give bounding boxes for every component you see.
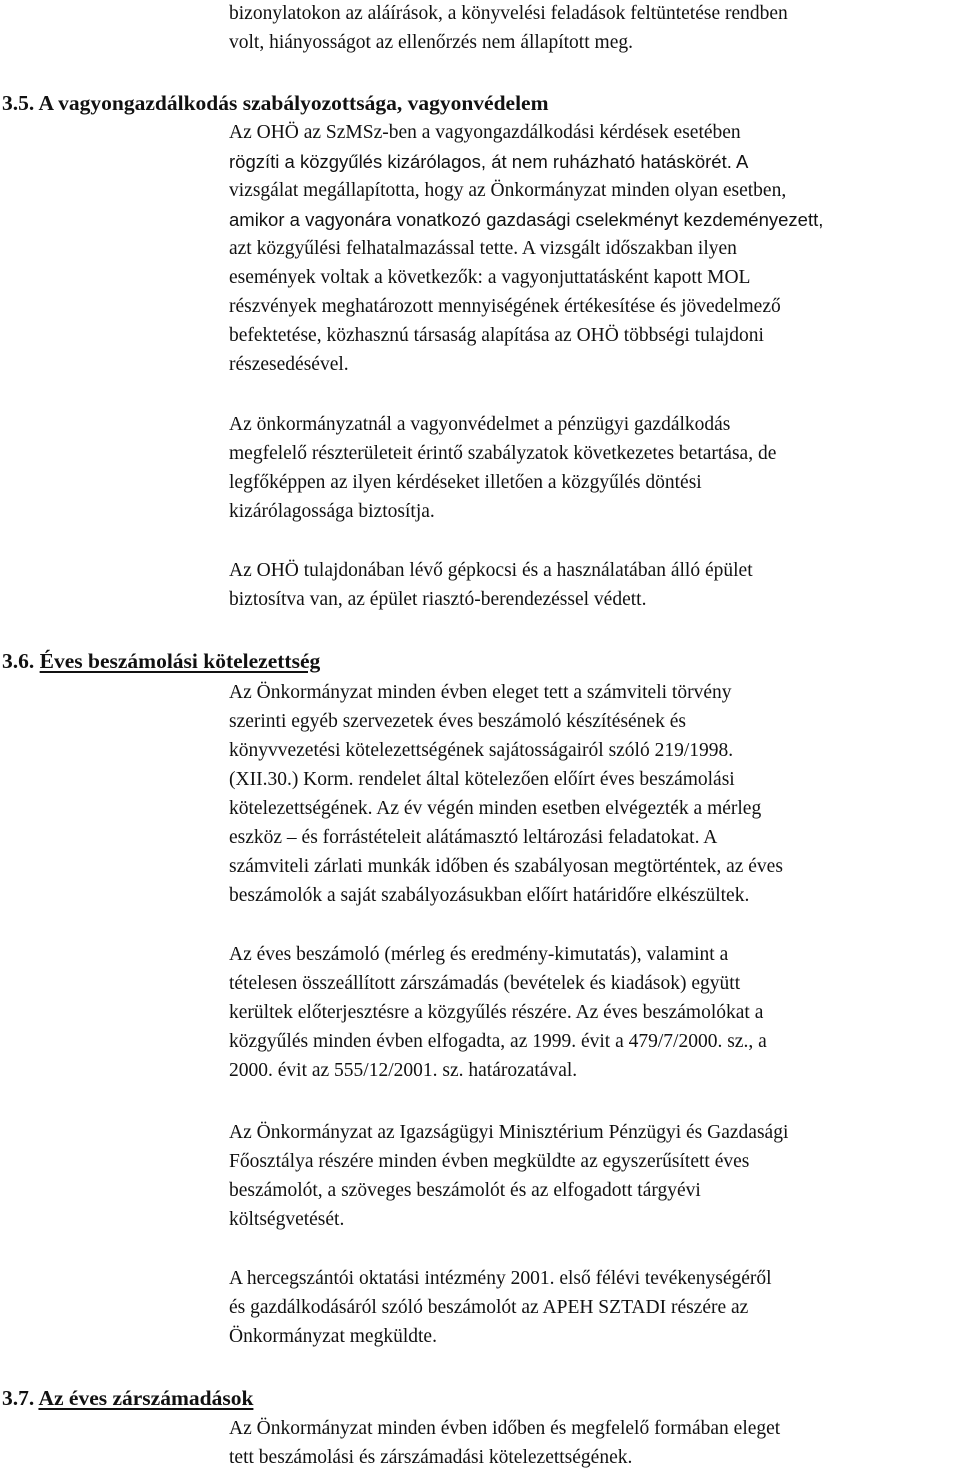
- text-line: bizonylatokon az aláírások, a könyvelési feladások feltüntetése rendben: [229, 3, 788, 24]
- text-line: rögzíti a közgyűlés kizárólagos, át nem ruházható hatáskörét. A: [229, 151, 749, 172]
- text-line: Önkormányzat megküldte.: [229, 1326, 437, 1347]
- text-line: Főosztálya részére minden évben megküldte az egyszerűsített éves: [229, 1151, 750, 1172]
- section-number: 3.7.: [2, 1386, 35, 1410]
- text-line: befektetése, közhasznú társaság alapítása az OHÖ többségi tulajdoni: [229, 325, 764, 346]
- text-line: beszámolók a saját szabályozásukban előírt határidőre elkészültek.: [229, 885, 750, 906]
- text-line: és gazdálkodásáról szóló beszámolót az APEH SZTADI részére az: [229, 1297, 749, 1318]
- text-line: 2000. évit az 555/12/2001. sz. határozatával.: [229, 1060, 578, 1081]
- section-3-6-heading: [2, 647, 320, 676]
- text-line: kizárólagossága biztosítja.: [229, 501, 435, 522]
- text-line: biztosítva van, az épület riasztó-berendezéssel védett.: [229, 589, 647, 610]
- text-line: közgyűlés minden évben elfogadta, az 1999. évit a 479/7/2000. sz., a: [229, 1031, 767, 1052]
- section-3-7-heading: [2, 1384, 253, 1413]
- section-3-5-paragraph-1: [229, 118, 959, 379]
- text-line: legfőképpen az ilyen kérdéseket illetően a közgyűlés döntési: [229, 472, 702, 493]
- section-3-7-paragraph-1: [229, 1414, 959, 1472]
- text-line: Az Önkormányzat minden évben időben és megfelelő formában eleget: [229, 1418, 781, 1439]
- text-line: részesedésével.: [229, 354, 349, 375]
- text-line: Az Önkormányzat minden évben eleget tett a számviteli törvény: [229, 682, 732, 703]
- section-3-5-heading: [2, 89, 549, 118]
- text-line: szerinti egyéb szervezetek éves beszámoló készítésének és: [229, 711, 686, 732]
- text-line: kötelezettségének. Az év végén minden esetben elvégezték a mérleg: [229, 798, 762, 819]
- section-3-6-paragraph-4: [229, 1264, 959, 1351]
- text-line: A hercegszántói oktatási intézmény 2001. első félévi tevékenységéről: [229, 1268, 772, 1289]
- section-title: Az éves zárszámadások: [38, 1386, 254, 1410]
- section-title: A vagyongazdálkodás szabályozottsága, vagyonvédelem: [38, 91, 549, 115]
- text-line: Az önkormányzatnál a vagyonvédelmet a pénzügyi gazdálkodás: [229, 414, 731, 435]
- text-line: számviteli zárlati munkák időben és szabályosan megtörténtek, az éves: [229, 856, 783, 877]
- text-line: beszámolót, a szöveges beszámolót és az elfogadott tárgyévi: [229, 1180, 701, 1201]
- text-line: megfelelő részterületeit érintő szabályzatok következetes betartása, de: [229, 443, 777, 464]
- section-number: 3.5.: [2, 91, 35, 115]
- text-line: amikor a vagyonára vonatkozó gazdasági cselekményt kezdeményezett,: [229, 209, 824, 230]
- section-3-5-paragraph-2: [229, 410, 959, 526]
- text-line: Az OHÖ tulajdonában lévő gépkocsi és a használatában álló épület: [229, 560, 753, 581]
- text-line: költségvetését.: [229, 1209, 345, 1230]
- text-line: azt közgyűlési felhatalmazással tette. A vizsgált időszakban ilyen: [229, 238, 737, 259]
- section-number: 3.6.: [2, 649, 35, 673]
- section-3-5-paragraph-3: [229, 556, 959, 614]
- text-line: tett beszámolási és zárszámadási kötelezettségének.: [229, 1447, 633, 1468]
- text-line: részvények meghatározott mennyiségének értékesítése és jövedelmező: [229, 296, 781, 317]
- text-line: könyvvezetési kötelezettségének sajátosságairól szóló 219/1998.: [229, 740, 734, 761]
- text-line: (XII.30.) Korm. rendelet által kötelezően előírt éves beszámolási: [229, 769, 735, 790]
- section-3-6-paragraph-1: [229, 678, 959, 910]
- section-title: Éves beszámolási kötelezettség: [39, 649, 321, 673]
- text-line: Az OHÖ az SzMSz-ben a vagyongazdálkodási kérdések esetében: [229, 122, 741, 143]
- text-line: eszköz – és forrástételeit alátámasztó leltározási feladatokat. A: [229, 827, 718, 848]
- text-line: volt, hiányosságot az ellenőrzés nem állapított meg.: [229, 32, 633, 53]
- intro-paragraph: [229, 0, 959, 57]
- text-line: Az éves beszámoló (mérleg és eredmény-kimutatás), valamint a: [229, 944, 729, 965]
- text-line: Az Önkormányzat az Igazságügyi Minisztérium Pénzügyi és Gazdasági: [229, 1122, 789, 1143]
- section-3-6-paragraph-3: [229, 1118, 959, 1234]
- text-line: vizsgálat megállapította, hogy az Önkormányzat minden olyan esetben,: [229, 180, 787, 201]
- section-3-6-paragraph-2: [229, 940, 959, 1085]
- text-line: tételesen összeállított zárszámadás (bevételek és kiadások) együtt: [229, 973, 741, 994]
- text-line: kerültek előterjesztésre a közgyűlés részére. Az éves beszámolókat a: [229, 1002, 764, 1023]
- text-line: események voltak a következők: a vagyonjuttatásként kapott MOL: [229, 267, 751, 288]
